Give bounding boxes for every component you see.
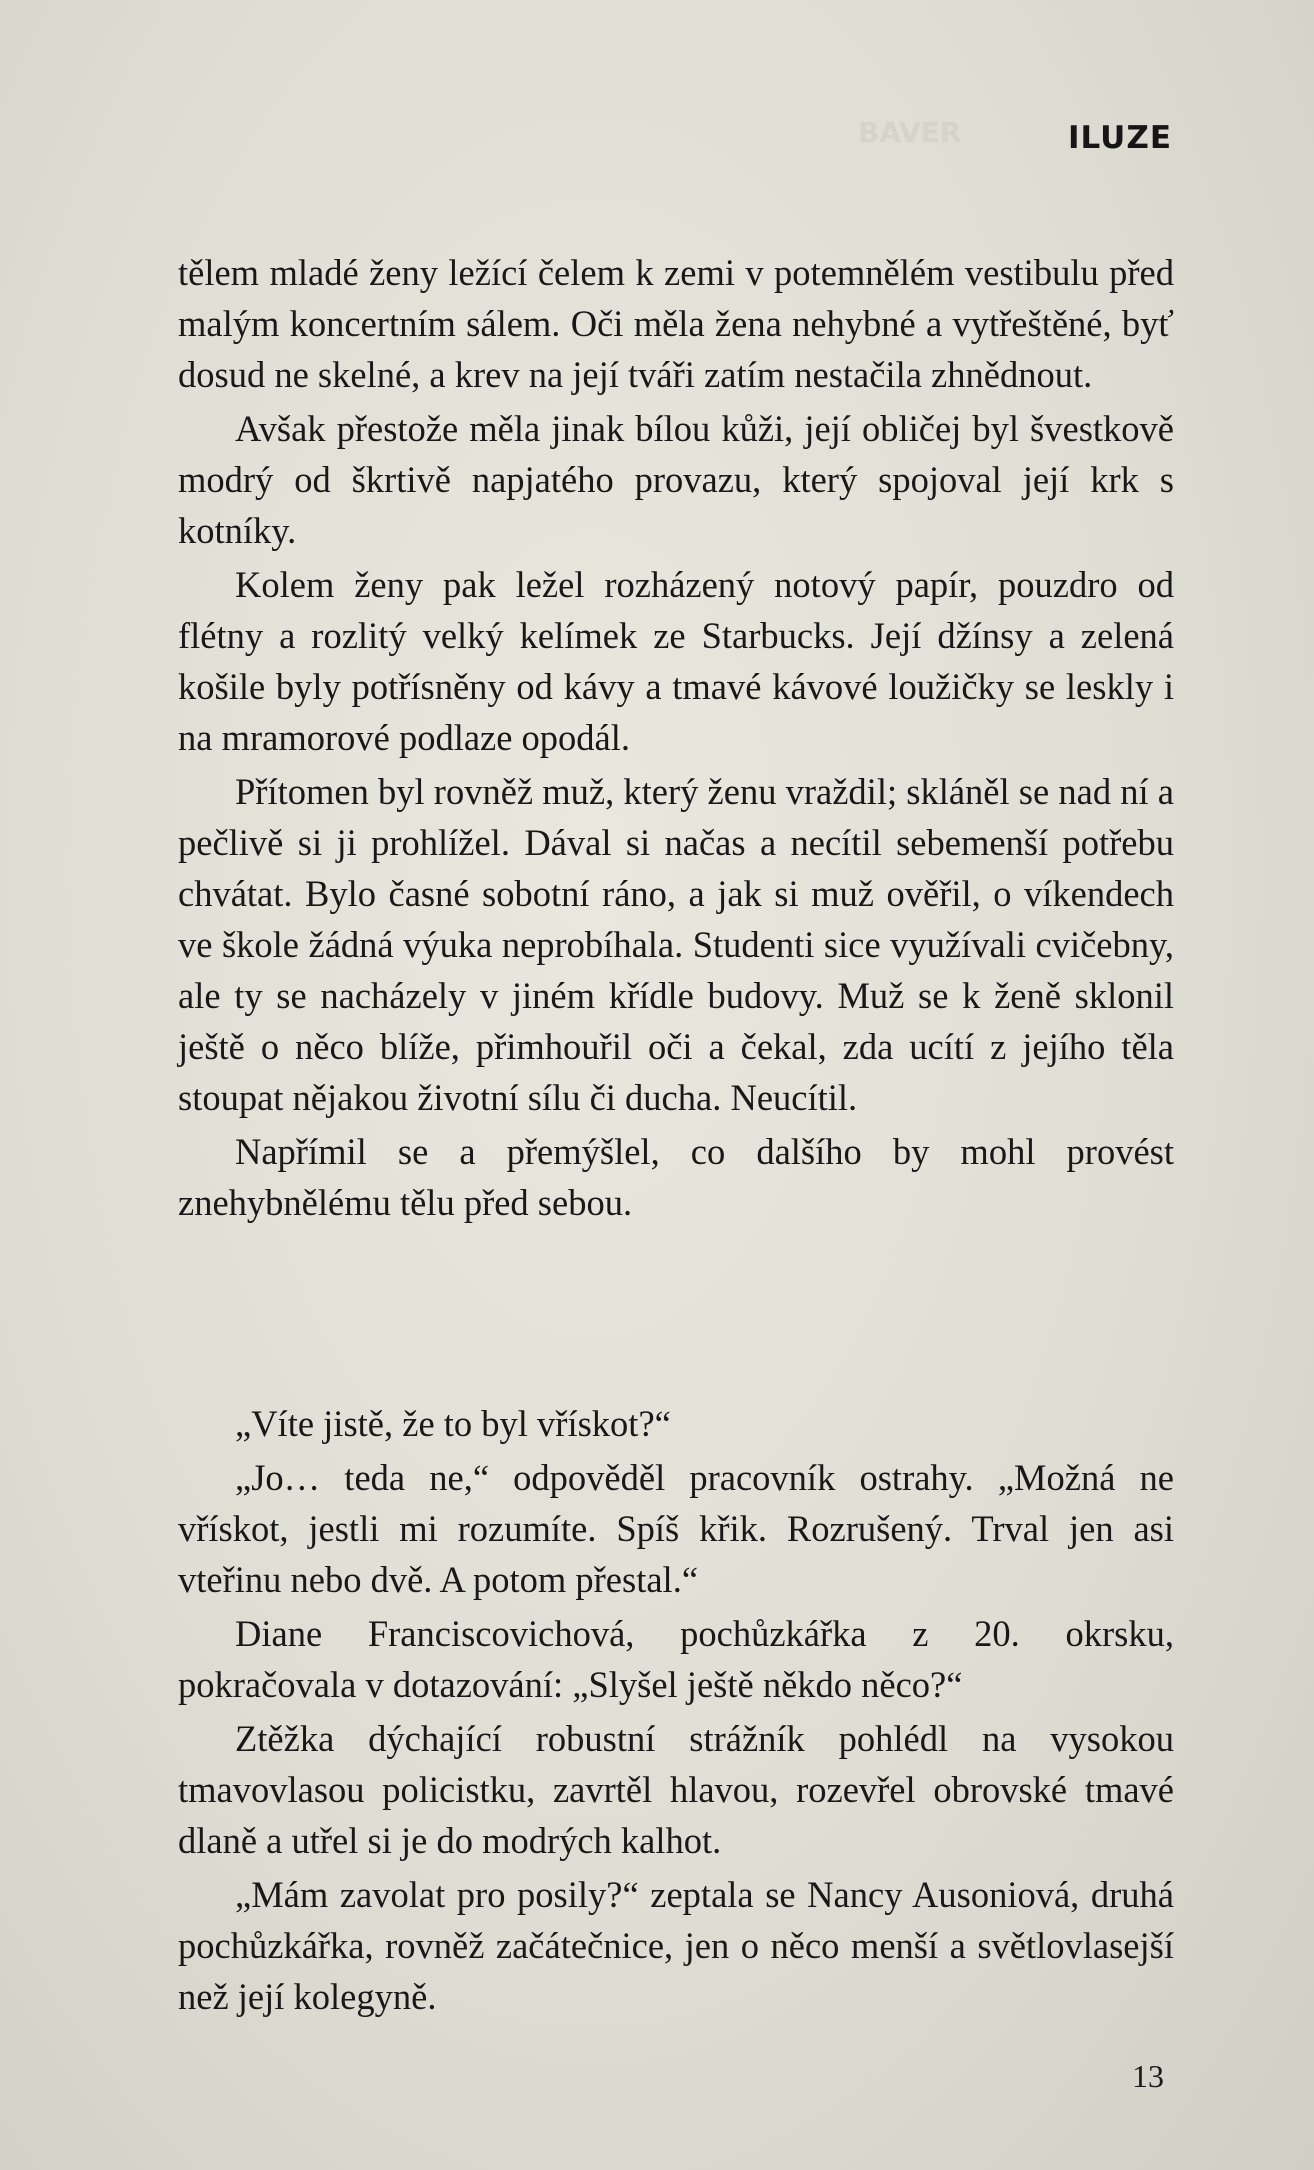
bleed-through-header: BAVER — [858, 116, 962, 149]
paragraph: Přítomen byl rovněž muž, který ženu vraždil; skláněl se nad ní a pečlivě si ji prohlížel. Dával si načas a necítil sebemenší potřebu chvátat. Bylo časné sobotní ráno, a jak si muž ověřil, o víkendech ve škole žádná výuka neprobíhala. Studenti sice využívali cvičebny, ale ty se nacházely v jiném křídle budovy. Muž se k ženě sklonil ještě o něco blíže, přimhouřil oči a čekal, zda ucítí z jejího těla stoupat nějakou životní sílu či ducha. Neucítil. — [178, 771, 1174, 1118]
paragraph: „Víte jistě, že to byl vřískot?“ — [235, 1403, 671, 1444]
paragraph: „Jo… teda ne,“ odpověděl pracovník ostrahy. „Možná ne vřískot, jestli mi rozumíte. Spíš křik. Rozrušený. Trval jen asi vteřinu nebo dvě. A potom přestal.“ — [178, 1457, 1174, 1600]
paragraph: Diane Franciscovichová, pochůzkářka z 20. okrsku, pokračovala v dotazování: „Slyšel ještě někdo něco?“ — [178, 1613, 1174, 1705]
paragraph: „Mám zavolat pro posily?“ zeptala se Nancy Ausoniová, druhá pochůzkářka, rovněž začátečnice, jen o něco menší a světlovlasejší než její kolegyně. — [178, 1874, 1174, 2017]
page-number: 13 — [1132, 2058, 1164, 2094]
paragraph: Napřímil se a přemýšlel, co dalšího by mohl provést znehybnělému tělu před sebou. — [178, 1131, 1174, 1223]
body-text-section-1 — [178, 247, 1174, 1228]
paragraph: tělem mladé ženy ležící čelem k zemi v potemnělém vestibulu před malým koncertním sálem. Oči měla žena nehybné a vytřeštěné, byť dosud ne skelné, a krev na její tváři zatím nestačila zhnědnout. — [178, 252, 1174, 395]
paragraph: Avšak přestože měla jinak bílou kůži, její obličej byl švestkově modrý od škrtivě napjatého provazu, který spojoval její krk s kotníky. — [178, 408, 1174, 551]
paragraph: Kolem ženy pak ležel rozházený notový papír, pouzdro od flétny a rozlitý velký kelímek ze Starbucks. Její džínsy a zelená košile byly potřísněny od kávy a tmavé kávové loužičky se leskly i na mramorové podlaze opodál. — [178, 564, 1174, 758]
paragraph: Ztěžka dýchající robustní strážník pohlédl na vysokou tmavovlasou policistku, zavrtěl hlavou, rozevřel obrovské tmavé dlaně a utřel si je do modrých kalhot. — [178, 1718, 1174, 1861]
running-header-title: ILUZE — [1067, 120, 1172, 156]
body-text-section-2 — [178, 1398, 1174, 2022]
